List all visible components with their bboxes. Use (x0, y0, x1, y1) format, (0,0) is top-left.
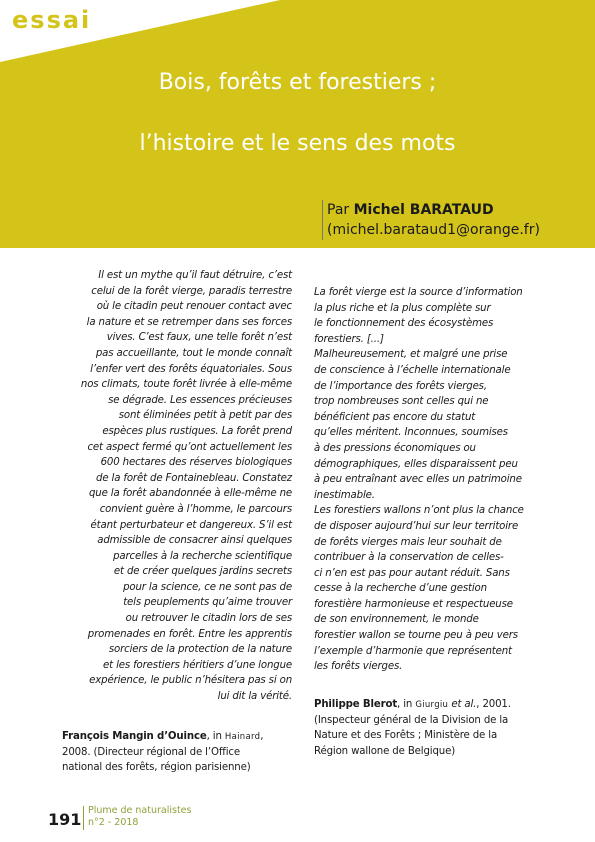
credit-left-in: , in (206, 731, 225, 742)
quote-line: celui de la forêt vierge, paradis terrestre (91, 285, 292, 297)
quote-line: forestière harmonieuse et respectueuse (314, 598, 513, 610)
quote-line: parcelles à la recherche scientifique (113, 550, 292, 562)
quote-line: à peu entraînant avec elles un patrimoine (314, 474, 522, 486)
journal-name: Plume de naturalistes (88, 805, 192, 816)
quote-line: étant perturbateur et dangereux. S’il est (90, 519, 292, 531)
quote-line: pas accueillante, tout le monde connaît (95, 347, 292, 359)
quote-line: promenades en forêt. Entre les apprentis (87, 628, 292, 640)
credit-left-source: Hainard (224, 732, 261, 742)
quote-line: de conscience à l’échelle internationale (314, 364, 511, 376)
quote-line: lui dit la vérité. (217, 691, 292, 703)
quote-line: le fonctionnement des écosystèmes (314, 318, 494, 330)
quote-line: de la forêt de Fontainebleau. Constatez (96, 472, 292, 484)
quote-line: sont éliminées petit à petit par des (118, 410, 292, 422)
credit-left-name: François Mangin d’Ouince (62, 731, 207, 742)
author-email: (michel.barataud1@orange.fr) (327, 222, 540, 238)
quote-line: où le citadin peut renouer contact avec (96, 301, 292, 313)
quote-line: démographiques, elles disparaissent peu (314, 458, 518, 470)
article-title-line-1: Bois, forêts et forestiers ; (158, 70, 437, 95)
credit-right-line-2: (Inspecteur général de la Division de la (314, 715, 509, 727)
quote-line: espèces plus rustiques. La forêt prend (102, 425, 292, 437)
credit-right-in: , in (397, 699, 416, 710)
quote-line: trop nombreuses sont celles qui ne (314, 396, 489, 408)
quote-line: admissible de consacrer ainsi quelques (97, 535, 292, 547)
quote-line: les forêts vierges. (314, 661, 403, 673)
journal-issue: n°2 - 2018 (88, 817, 139, 828)
quote-line: ou retrouver le citadin lors de ses (125, 613, 292, 625)
credit-right-source: Giurgiu (415, 700, 449, 710)
quote-line: que la forêt abandonnée à elle-même ne (88, 488, 292, 500)
quote-line: qu’elles méritent. Inconnues, soumises (314, 427, 508, 439)
credit-right-line-3: Nature et des Forêts ; Ministère de la (314, 730, 498, 742)
quote-line: et de créer quelques jardins secrets (113, 566, 292, 578)
quote-line: la nature et se retremper dans ses forces (86, 316, 292, 328)
quote-line: se dégrade. Les essences précieuses (108, 394, 292, 406)
quote-line: à des pressions économiques ou (314, 442, 476, 454)
credit-left-line-1 (62, 729, 292, 745)
author-prefix: Par (327, 202, 354, 218)
footer-divider (83, 806, 84, 830)
credit-left-comma: , (260, 731, 264, 742)
author-line (327, 200, 577, 220)
quote-line: cesse à la recherche d’une gestion (314, 583, 487, 595)
quote-line: forestier wallon se tourne peu à peu vers (314, 630, 518, 642)
quote-line: expérience, le public n’hésitera pas si on (89, 675, 292, 687)
quote-line: Malheureusement, et malgré une prise (314, 349, 508, 361)
credit-right-year: , 2001. (476, 699, 511, 710)
quote-line: ci n’en est pas pour autant réduit. Sans (314, 567, 510, 579)
quote-line: Il est un mythe qu’il faut détruire, c’est (98, 270, 292, 281)
quote-line: l’exemple d’harmonie que représentent (314, 645, 512, 657)
credit-left (62, 729, 292, 776)
quote-line: de l’importance des forêts vierges, (314, 380, 487, 392)
article-title-line-2: l’histoire et le sens des mots (139, 131, 456, 156)
credit-left-line-2: 2008. (Directeur régional de l’Office (62, 747, 240, 759)
quote-line: de disposer aujourd’hui sur leur territoire (314, 520, 519, 532)
quote-right-column (314, 285, 546, 675)
quote-line: et les forestiers héritiers d’une longue (103, 659, 292, 671)
quote-line: Les forestiers wallons n’ont plus la chance (314, 505, 524, 517)
quote-line: sorciers de la protection de la nature (108, 644, 292, 656)
quote-line: vives. C’est faux, une telle forêt n’est (106, 332, 292, 344)
credit-right-line-1 (314, 697, 546, 713)
quote-line: convient guère à l’homme, le parcours (99, 503, 292, 515)
credit-right-line-4: Région wallone de Belgique) (314, 745, 456, 757)
page-number: 191 (48, 810, 82, 829)
quote-line: nos climats, toute forêt livrée à elle-même (80, 379, 292, 391)
quote-left-column (62, 268, 292, 705)
quote-line: la plus riche et la plus complète sur (314, 302, 491, 314)
quote-line: pour la science, ce ne sont pas de (123, 581, 292, 593)
journal-info (88, 805, 191, 829)
credit-right-etal: et al. (448, 699, 477, 710)
quote-line: cet aspect fermé qu’ont actuellement les (87, 441, 292, 453)
section-label: essai (12, 6, 92, 34)
quote-line: de son environnement, le monde (314, 614, 479, 626)
quote-line: La forêt vierge est la source d’information (314, 287, 523, 298)
quote-line: de forêts vierges mais leur souhait de (314, 536, 502, 548)
author-name: Michel BARATAUD (353, 202, 494, 218)
credit-right (314, 697, 546, 759)
credit-left-line-3: national des forêts, région parisienne) (62, 762, 251, 774)
credit-right-name: Philippe Blerot (314, 699, 398, 710)
author-byline (322, 200, 577, 240)
quote-line: forestiers. [...] (314, 333, 384, 345)
quote-line: 600 hectares des réserves biologiques (100, 457, 292, 469)
quote-line: l’enfer vert des forêts équatoriales. Sous (90, 363, 292, 375)
quote-line: inestimable. (314, 489, 375, 501)
quote-line: tels peuplements qu’aime trouver (123, 597, 292, 609)
quote-line: bénéficient pas encore du statut (314, 411, 476, 423)
quote-line: contribuer à la conservation de celles- (314, 552, 504, 564)
